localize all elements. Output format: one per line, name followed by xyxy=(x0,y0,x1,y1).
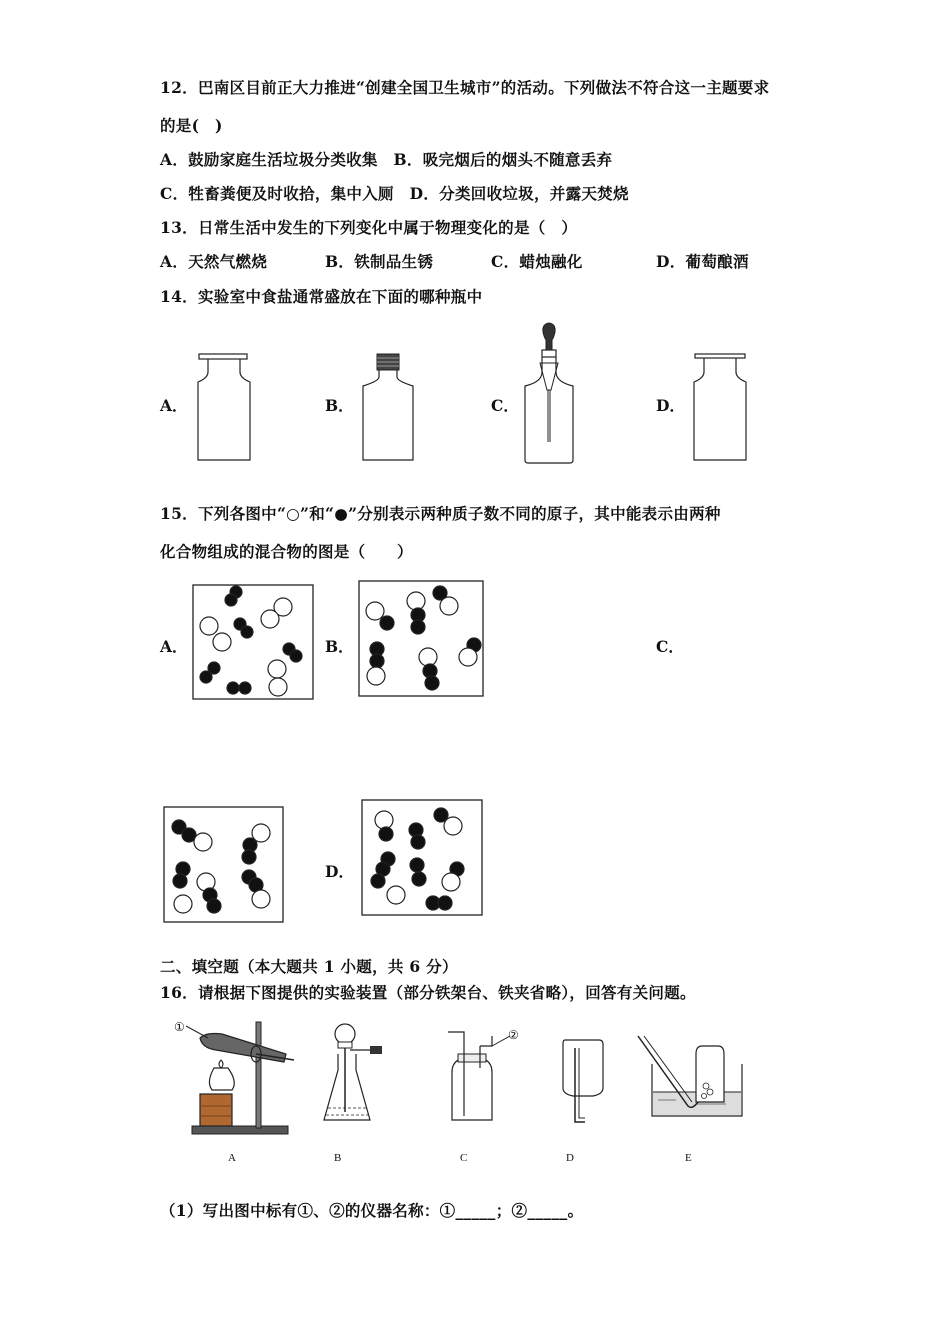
narrow-mouth-bottle-icon xyxy=(355,350,425,465)
q15-label-b: B． xyxy=(325,637,354,656)
q14-label-b: B． xyxy=(325,396,354,415)
molecule-diagram-a xyxy=(192,584,314,700)
q16-subquestion-1: （1）写出图中标有①、②的仪器名称：①_____；②_____。 xyxy=(160,1201,584,1220)
marker-2: ② xyxy=(508,1028,519,1042)
caption-a: A xyxy=(228,1152,236,1164)
caption-e: E xyxy=(685,1152,692,1164)
caption-d: D xyxy=(566,1152,574,1164)
q13-option-a: A．天然气燃烧 xyxy=(160,252,268,271)
q14-label-c: C． xyxy=(491,396,519,415)
dropper-bottle-icon xyxy=(518,320,580,468)
caption-c: C xyxy=(460,1152,468,1164)
q14-label-a: A． xyxy=(160,396,188,415)
apparatus-b-funnel-flask xyxy=(320,1020,390,1128)
q12-options-ab: A．鼓励家庭生活垃圾分类收集 B．吸完烟后的烟头不随意丢弃 xyxy=(160,150,613,169)
apparatus-e-water-trough xyxy=(636,1030,752,1122)
q15-label-a: A． xyxy=(160,637,188,656)
q12-options-cd: C．牲畜粪便及时收拾，集中入厕 D．分类回收垃圾，并露天焚烧 xyxy=(160,184,629,203)
q13-stem: 13．日常生活中发生的下列变化中属于物理变化的是（ ） xyxy=(160,218,578,237)
q15-label-d: D． xyxy=(325,862,354,881)
wide-mouth-bottle-icon xyxy=(190,350,260,465)
q13-option-b: B．铁制品生锈 xyxy=(325,252,434,271)
q13-option-c: C．蜡烛融化 xyxy=(491,252,583,271)
q14-label-d: D． xyxy=(656,396,685,415)
apparatus-d-inverted-bottle xyxy=(555,1036,609,1130)
q16-stem: 16．请根据下图提供的实验装置（部分铁架台、铁夹省略），回答有关问题。 xyxy=(160,983,696,1002)
apparatus-a-heating-setup xyxy=(186,1016,302,1140)
q15-label-c: C． xyxy=(656,637,684,656)
molecule-diagram-b xyxy=(358,580,484,697)
molecule-diagram-c xyxy=(163,806,284,923)
molecule-diagram-d xyxy=(361,799,483,916)
q12-stem-line1: 12．巴南区目前正大力推进“创建全国卫生城市”的活动。下列做法不符合这一主题要求 xyxy=(160,78,770,97)
q12-stem-line2: 的是( ) xyxy=(160,116,223,135)
q14-stem: 14．实验室中食盐通常盛放在下面的哪种瓶中 xyxy=(160,287,483,306)
marker-1: ① xyxy=(174,1020,185,1034)
q15-stem-line2: 化合物组成的混合物的图是（ ） xyxy=(160,542,413,561)
q15-stem-line1: 15．下列各图中“○”和“●”分别表示两种质子数不同的原子，其中能表示由两种 xyxy=(160,504,721,523)
q13-option-d: D．葡萄酿酒 xyxy=(656,252,749,271)
section-heading: 二、填空题（本大题共 1 小题，共 6 分） xyxy=(160,957,458,976)
caption-b: B xyxy=(334,1152,342,1164)
wide-mouth-bottle-ground-icon xyxy=(688,350,758,465)
